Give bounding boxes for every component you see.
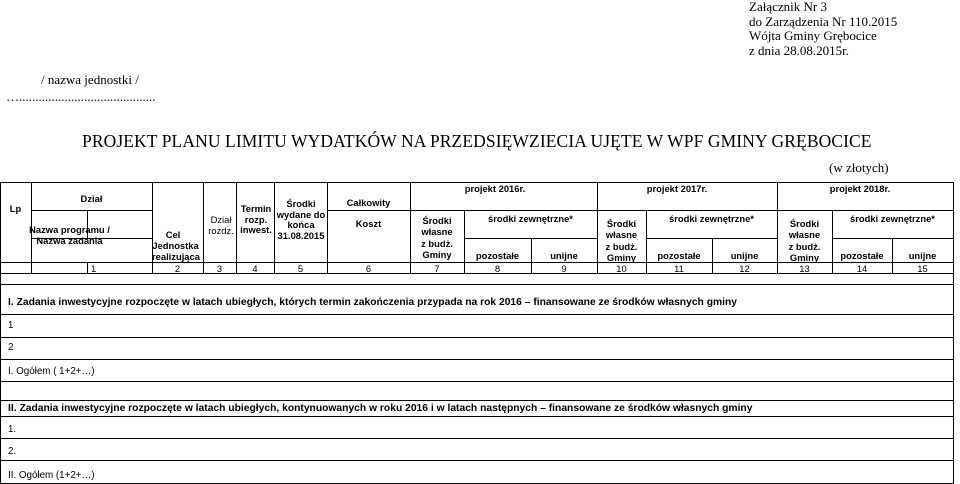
- header-srodki-wlasne-line: Gminy: [606, 251, 637, 263]
- header-srodki-wlasne-line: własne: [421, 226, 453, 238]
- header-srodki-wlasne-line: własne: [605, 229, 638, 241]
- header-projekt-2017: projekt 2017r.: [646, 183, 708, 194]
- header-calkowity: Całkowity: [346, 197, 391, 208]
- page-title: PROJEKT PLANU LIMITU WYDATKÓW NA PRZEDSIĘWZIECIA UJĘTE W WPF GMINY GRĘBOCICE: [82, 131, 872, 151]
- header-cel: Cel: [165, 229, 181, 240]
- header-pozostale-2018: pozostałe: [840, 250, 884, 261]
- table-row: 1.: [8, 424, 17, 435]
- header-srodki-wydane-line: wydane do: [276, 208, 326, 220]
- header-srodki-wlasne-line: Środki: [789, 218, 820, 229]
- unit-dots: …..........................................: [6, 89, 156, 104]
- col-number: 10: [616, 263, 627, 274]
- attachment-line: z dnia 28.08.2015r.: [749, 42, 850, 58]
- header-jednostka: [152, 240, 199, 262]
- col-number: 14: [856, 263, 868, 274]
- header-srodki-wlasne-line: z budż.: [605, 240, 638, 252]
- header-lp: Lp: [9, 203, 22, 214]
- header-srodki-wlasne-line: własne: [788, 229, 821, 241]
- header-unijne-2017: unijne: [730, 250, 759, 261]
- section-2-title: II. Zadania inwestycyjne rozpoczęte w latach ubiegłych, kontynuowanych w roku 2016 i w latach następnych – finansowane ze środków własnych gminy: [8, 403, 753, 414]
- header-projekt-2018: projekt 2018r.: [829, 183, 891, 194]
- header-srodki-wlasne-2017: [597, 218, 646, 263]
- header-jednostka-line: Jednostka: [152, 240, 199, 251]
- attachment-line: do Zarządzenia Nr 110.2015: [749, 13, 898, 29]
- header-zewnetrzne-2018: środki zewnętrzne*: [850, 213, 935, 224]
- header-dzial-rozdz-line: Dział: [210, 214, 232, 225]
- section-1-total: I. Ogółem ( 1+2+…): [8, 366, 95, 377]
- col-number: 2: [174, 263, 181, 274]
- header-termin-line: inwest.: [240, 224, 272, 235]
- header-unijne-2018: unijne: [908, 250, 937, 261]
- header-srodki-wlasne-line: Środki: [606, 218, 637, 229]
- table-row: 2: [8, 342, 14, 353]
- col-number: 9: [561, 263, 567, 274]
- header-zewnetrzne-2017: środki zewnętrzne*: [669, 213, 754, 224]
- header-program-line: Nazwa programu /: [29, 224, 110, 235]
- header-srodki-wydane-line: Środki: [286, 198, 316, 209]
- header-program-line: Nazwa zadania: [36, 235, 103, 246]
- header-pozostale-2016: pozostałe: [475, 250, 520, 261]
- col-number: 8: [494, 263, 501, 274]
- header-projekt-2016: projekt 2016r.: [464, 183, 526, 194]
- section-2-total: II. Ogółem (1+2+…): [8, 470, 95, 481]
- header-srodki-wlasne-line: Gminy: [789, 251, 820, 263]
- header-termin-line: rozp.: [244, 213, 268, 225]
- header-unijne-2016: unijne: [550, 250, 578, 261]
- header-srodki-wlasne-2016: [410, 215, 464, 260]
- attachment-line: Wójta Gminy Grębocice: [749, 28, 877, 44]
- header-termin-line: Termin: [240, 203, 272, 214]
- col-number: 13: [799, 263, 810, 274]
- col-number: 4: [252, 263, 258, 274]
- header-srodki-wlasne-line: z budż.: [788, 240, 821, 252]
- table-row: 2.: [8, 446, 17, 457]
- header-termin: [236, 204, 276, 236]
- col-number: 11: [674, 263, 684, 274]
- header-srodki-wlasne-line: z budż.: [421, 237, 453, 249]
- col-number: 15: [917, 263, 928, 274]
- header-srodki-wlasne-line: Środki: [422, 215, 452, 226]
- header-pozostale-2017: pozostałe: [657, 250, 701, 261]
- col-number: 1: [91, 263, 97, 274]
- header-srodki-wlasne-2018: [777, 218, 832, 263]
- col-number: 3: [216, 263, 223, 274]
- col-number: 5: [297, 263, 304, 274]
- col-number: 12: [739, 263, 750, 274]
- col-number: 7: [434, 263, 440, 274]
- header-dzial-rozdz: [201, 214, 241, 236]
- currency-note: (w złotych): [829, 160, 889, 175]
- col-number: 6: [365, 263, 372, 274]
- header-dzial: Dział: [80, 193, 103, 204]
- header-srodki-wydane: [272, 199, 330, 241]
- table-row: 1: [8, 320, 14, 331]
- section-1-title: I. Zadania inwestycyjne rozpoczęte w latach ubiegłych, których termin zakończenia przypada na rok 2016 – finansowane ze środków własnych gminy: [8, 297, 738, 308]
- header-koszt: Koszt: [355, 218, 382, 229]
- header-dzial-rozdz-line: rozdz.: [208, 225, 234, 236]
- header-srodki-wydane-line: 31.08.2015: [277, 229, 325, 241]
- attachment-line: Załącznik Nr 3: [749, 0, 827, 14]
- header-zewnetrzne-2016: środki zewnętrzne*: [488, 213, 573, 224]
- header-program-name: [31, 224, 166, 246]
- attachment-header: [749, 0, 897, 58]
- header-srodki-wydane-line: końca: [287, 219, 315, 230]
- header-jednostka-line: realizująca: [152, 251, 200, 262]
- header-srodki-wlasne-line: Gminy: [422, 248, 452, 260]
- unit-label: / nazwa jednostki /: [41, 72, 139, 87]
